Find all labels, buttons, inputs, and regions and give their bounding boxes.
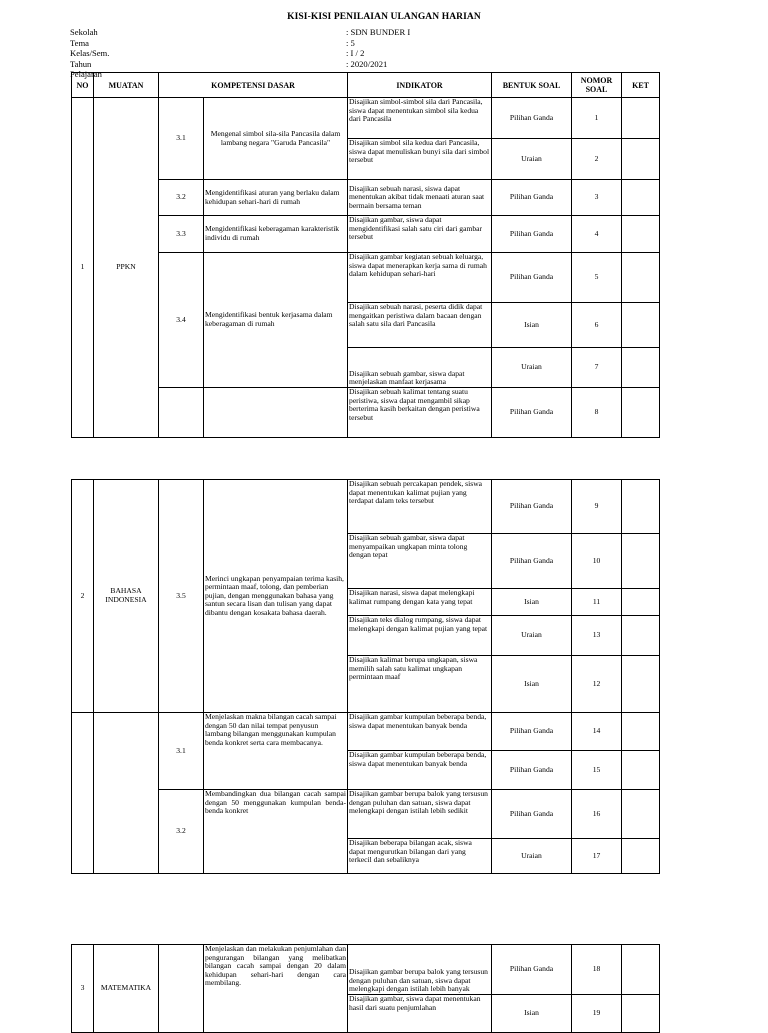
note-cell [622,751,660,790]
header-no: NO [72,73,94,98]
note-cell [622,839,660,874]
note-cell [622,534,660,589]
note-cell [622,388,660,438]
question-number: 8 [572,388,622,438]
note-cell [622,790,660,839]
indicator-text: Disajikan kalimat berupa ungkapan, siswa memilih salah satu kalimat ungkapan permintaan maaf [348,656,492,713]
table-row [72,713,660,751]
question-number: 19 [572,995,622,1033]
table-row [72,945,660,995]
table-row [72,216,660,253]
document-title: KISI-KISI PENILAIAN ULANGAN HARIAN [287,12,481,22]
note-cell [622,616,660,656]
indicator-text: Disajikan simbol sila kedua dari Pancasila, siswa dapat menuliskan bunyi sila dari simbol tersebut [348,139,492,180]
kd-text: Mengidentifikasi aturan yang berlaku dalam kehidupan sehari-hari di rumah [204,180,348,216]
indicator-text: Disajikan sebuah percakapan pendek, siswa dapat menentukan kalimat pujian yang terdapat dalam teks tersebut [348,480,492,534]
row-number [72,713,94,874]
subject-name: MATEMATIKA [94,945,159,1033]
note-cell [622,713,660,751]
info-value: : SDN BUNDER I [346,27,411,37]
question-type: Uraian [492,348,572,388]
question-type: Pilihan Ganda [492,534,572,589]
note-cell [622,348,660,388]
note-cell [622,656,660,713]
question-type: Uraian [492,616,572,656]
kd-code: 3.5 [159,480,204,713]
indicator-text: Disajikan gambar, siswa dapat menentukan hasil dari suatu penjumlahan [348,995,492,1033]
note-cell [622,303,660,348]
table-header-row [72,73,660,98]
question-number: 5 [572,253,622,303]
question-type: Pilihan Ganda [492,751,572,790]
info-label: Tahun Pelajaran [70,58,102,79]
question-number: 14 [572,713,622,751]
kisi-table-ppkn [71,72,660,438]
kd-code [159,945,204,1033]
note-cell [622,945,660,995]
header-muatan: MUATAN [94,73,159,98]
header-bentuk-soal: BENTUK SOAL [492,73,572,98]
indicator-text: Disajikan sebuah narasi, peserta didik dapat mengaitkan peristiwa dalam bacaan dengan salah satu sila dari Pancasila [348,303,492,348]
question-type: Pilihan Ganda [492,790,572,839]
question-type: Isian [492,656,572,713]
question-type: Uraian [492,139,572,180]
question-number: 13 [572,616,622,656]
kd-text: Merinci ungkapan penyampaian terima kasih, permintaan maaf, tolong, dan pemberian pujian, dengan menggunakan bahasa yang santun secara lisan dan tulisan yang dapat dibantu dengan kosakata bahasa daerah. [204,480,348,713]
indicator-text: Disajikan sebuah narasi, siswa dapat menentukan akibat tidak menaati aturan saat bermain bersama teman [348,180,492,216]
question-type: Isian [492,995,572,1033]
question-number: 2 [572,139,622,180]
table-row [72,98,660,139]
indicator-text: Disajikan sebuah gambar, siswa dapat menyampaikan ungkapan minta tolong dengan tepat [348,534,492,589]
table-row [72,180,660,216]
question-number: 11 [572,589,622,616]
indicator-text: Disajikan gambar, siswa dapat mengidentifikasi salah satu ciri dari gambar tersebut [348,216,492,253]
kd-text [204,388,348,438]
question-number: 1 [572,98,622,139]
question-number: 15 [572,751,622,790]
question-number: 7 [572,348,622,388]
question-type: Pilihan Ganda [492,98,572,139]
kd-text: Mengidentifikasi keberagaman karakteristik individu di rumah [204,216,348,253]
header-ket: KET [622,73,660,98]
table-row [72,790,660,839]
indicator-text: Disajikan beberapa bilangan acak, siswa dapat mengurutkan bilangan dari yang terkecil dan sebaliknya [348,839,492,874]
info-value: : 5 [346,37,355,48]
question-number: 3 [572,180,622,216]
table-row [72,480,660,534]
note-cell [622,480,660,534]
indicator-text: Disajikan sebuah kalimat tentang suatu peristiwa, siswa dapat mengambil sikap berterima kasih berkaitan dengan peristiwa tersebut [348,388,492,438]
note-cell [622,216,660,253]
question-type: Pilihan Ganda [492,180,572,216]
indicator-text: Disajikan narasi, siswa dapat melengkapi kalimat rumpang dengan kata yang tepat [348,589,492,616]
row-number: 3 [72,945,94,1033]
row-number: 2 [72,480,94,713]
kd-code: 3.1 [159,713,204,790]
note-cell [622,139,660,180]
indicator-text: Disajikan gambar kumpulan beberapa benda, siswa dapat menentukan banyak benda [348,713,492,751]
question-number: 16 [572,790,622,839]
info-value: : 2020/2021 [346,58,388,69]
subject-name [94,713,159,874]
question-number: 10 [572,534,622,589]
indicator-text: Disajikan simbol-simbol sila dari Pancasila, siswa dapat menentukan simbol sila kedua dari Pancasila [348,98,492,139]
row-number: 1 [72,98,94,438]
question-type: Pilihan Ganda [492,388,572,438]
subject-name: PPKN [94,98,159,438]
question-number: 12 [572,656,622,713]
kd-text: Mengidentifikasi bentuk kerjasama dalam keberagaman di rumah [204,253,348,388]
kd-code: 3.2 [159,180,204,216]
question-type: Pilihan Ganda [492,216,572,253]
question-number: 6 [572,303,622,348]
question-number: 9 [572,480,622,534]
table-row [72,253,660,303]
kd-text: Menjelaskan dan melakukan penjumlahan dan pengurangan bilangan yang melibatkan bilangan cacah sampai dengan 20 dalam kehidupan sehari-hari dengan cara membilang. [204,945,348,1033]
header-kompetensi-dasar: KOMPETENSI DASAR [159,73,348,98]
question-number: 4 [572,216,622,253]
question-number: 17 [572,839,622,874]
kisi-table-bindo [71,479,660,874]
question-type: Isian [492,589,572,616]
note-cell [622,589,660,616]
note-cell [622,180,660,216]
kd-text: Membandingkan dua bilangan cacah sampai dengan 50 menggunakan kumpulan benda-benda konkret [204,790,348,874]
question-type: Pilihan Ganda [492,945,572,995]
question-number: 18 [572,945,622,995]
indicator-text: Disajikan gambar berupa balok yang tersusun dengan puluhan dan satuan, siswa dapat melengkapi dengan istilah lebih sedikit [348,790,492,839]
indicator-text: Disajikan gambar kumpulan beberapa benda, siswa dapat menentukan banyak benda [348,751,492,790]
indicator-text: Disajikan gambar berupa balok yang tersusun dengan puluhan dan satuan, siswa dapat melengkapi dengan istilah lebih banyak [348,945,492,995]
subject-name: BAHASA INDONESIA [94,480,159,713]
indicator-text: Disajikan teks dialog rumpang, siswa dapat melengkapi dengan kalimat pujian yang tepat [348,616,492,656]
question-type: Pilihan Ganda [492,713,572,751]
header-indikator: INDIKATOR [348,73,492,98]
note-cell [622,98,660,139]
kd-text: Mengenal simbol sila-sila Pancasila dalam lambang negara "Garuda Pancasila" [204,98,348,180]
question-type: Isian [492,303,572,348]
question-type: Pilihan Ganda [492,480,572,534]
info-value: : I / 2 [346,48,365,58]
question-type: Pilihan Ganda [492,253,572,303]
info-label: Tema [70,37,89,48]
info-label: Kelas/Sem. [70,48,110,58]
indicator-text: Disajikan sebuah gambar, siswa dapat menjelaskan manfaat kerjasama [348,348,492,388]
kd-code: 3.4 [159,253,204,388]
info-label: Sekolah [70,27,98,37]
table-row [72,388,660,438]
indicator-text: Disajikan gambar kegiatan sebuah keluarga, siswa dapat menerapkan kerja sama di rumah dalam kehidupan sehari-hari [348,253,492,303]
kisi-table-matematika [71,944,660,1033]
kd-code: 3.2 [159,790,204,874]
kd-code: 3.1 [159,98,204,180]
note-cell [622,995,660,1033]
note-cell [622,253,660,303]
question-type: Uraian [492,839,572,874]
kd-text: Menjelaskan makna bilangan cacah sampai dengan 50 dan nilai tempat penyusun lambang bilangan menggunakan kumpulan benda konkret serta cara membacanya. [204,713,348,790]
kd-code [159,388,204,438]
kd-code: 3.3 [159,216,204,253]
header-nomor-soal: NOMOR SOAL [572,73,622,98]
